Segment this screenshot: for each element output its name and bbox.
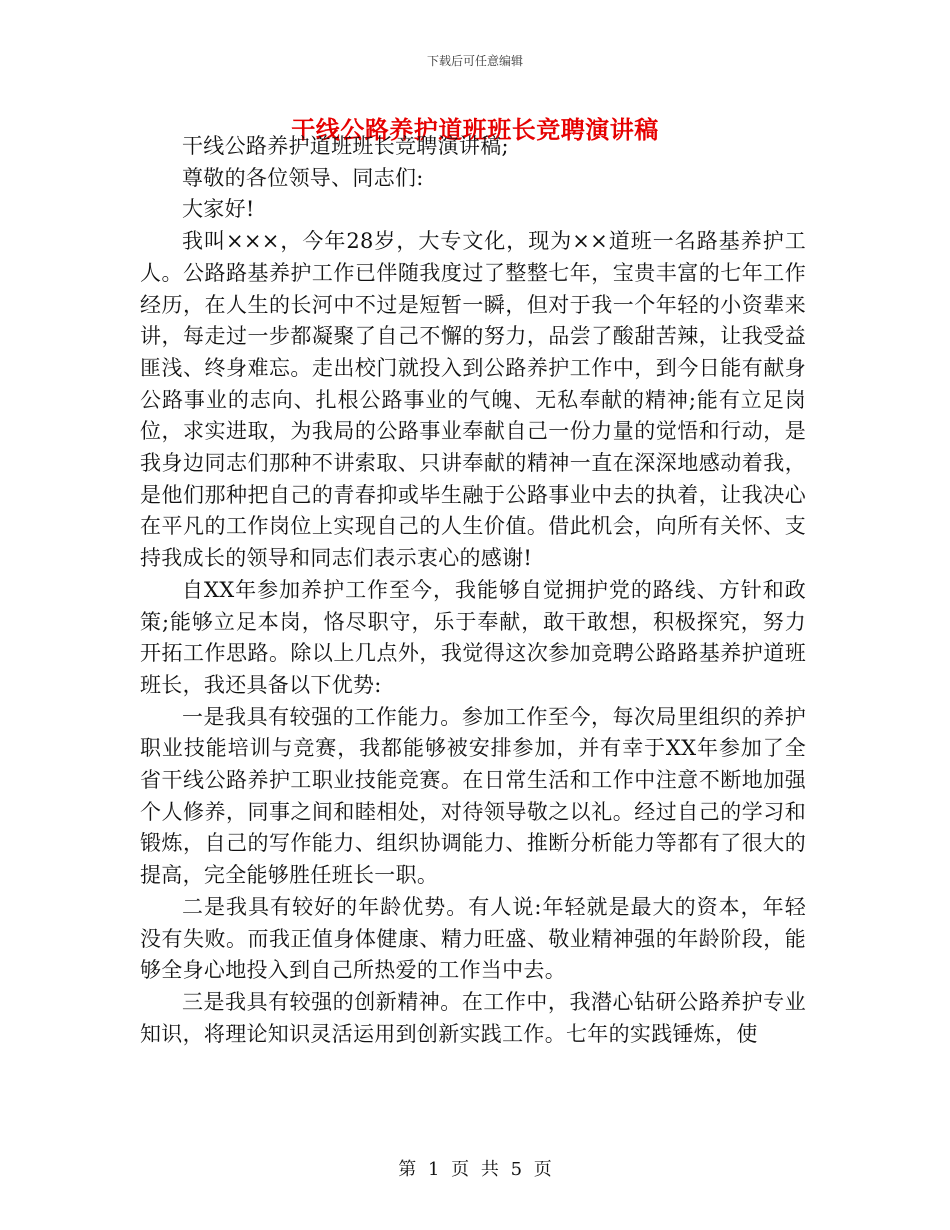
document-title: 干线公路养护道班班长竞聘演讲稿: [291, 115, 659, 144]
paragraph-advantage-2: 二是我具有较好的年龄优势。有人说:年轻就是最大的资本，年轻没有失败。而我正值身体健康、精力旺盛、敬业精神强的年龄阶段，能够全身心地投入到自己所热爱的工作当中去。: [140, 894, 806, 983]
paragraph-greeting: 大家好!: [182, 197, 255, 222]
page-number: 第 1 页 共 5 页: [398, 1159, 552, 1180]
header-note: 下载后可任意编辑: [426, 54, 523, 68]
paragraph-introduction: 我叫×××，今年28岁，大专文化，现为××道班一名路基养护工人。公路路基养护工作已伴随我度过了整整七年，宝贵丰富的七年工作经历，在人生的长河中不过是短暂一瞬，但对于我一个年轻的小资辈来讲，每走过一步都凝聚了自己不懈的努力，品尝了酸甜苦辣，让我受益匪浅、终身难忘。走出校门就投入到公路养护工作中，到今日能有献身公路事业的志向、扎根公路事业的气魄、无私奉献的精神;能有立足岗位，求实进取，为我局的公路事业奉献自己一份力量的觉悟和行动，是我身边同志们那种不讲索取、只讲奉献的精神一直在深深地感动着我，是他们那种把自己的青春抑或毕生融于公路事业中去的执着，让我决心在平凡的工作岗位上实现自己的人生价值。借此机会，向所有关怀、支持我成长的领导和同志们表示衷心的感谢!: [140, 229, 806, 571]
paragraph-advantage-3: 三是我具有较强的创新精神。在工作中，我潜心钻研公路养护专业知识，将理论知识灵活运用到创新实践工作。七年的实践锤炼，使: [140, 989, 806, 1046]
paragraph-subtitle: 干线公路养护道班班长竞聘演讲稿;: [182, 134, 509, 158]
paragraph-salutation: 尊敬的各位领导、同志们:: [182, 165, 424, 190]
paragraph-background: 自XX年参加养护工作至今，我能够自觉拥护党的路线、方针和政策;能够立足本岗，恪尽职守，乐于奉献，敢干敢想，积极探究，努力开拓工作思路。除以上几点外，我觉得这次参加竞聘公路路基养护道班班长，我还具备以下优势:: [140, 577, 806, 697]
document-body: [140, 131, 806, 1050]
paragraph-advantage-1: 一是我具有较强的工作能力。参加工作至今，每次局里组织的养护职业技能培训与竞赛，我都能够被安排参加，并有幸于XX年参加了全省干线公路养护工职业技能竞赛。在日常生活和工作中注意不断地加强个人修养，同事之间和睦相处，对待领导敬之以礼。经过自己的学习和锻炼，自己的写作能力、组织协调能力、推断分析能力等都有了很大的提高，完全能够胜任班长一职。: [140, 704, 806, 888]
